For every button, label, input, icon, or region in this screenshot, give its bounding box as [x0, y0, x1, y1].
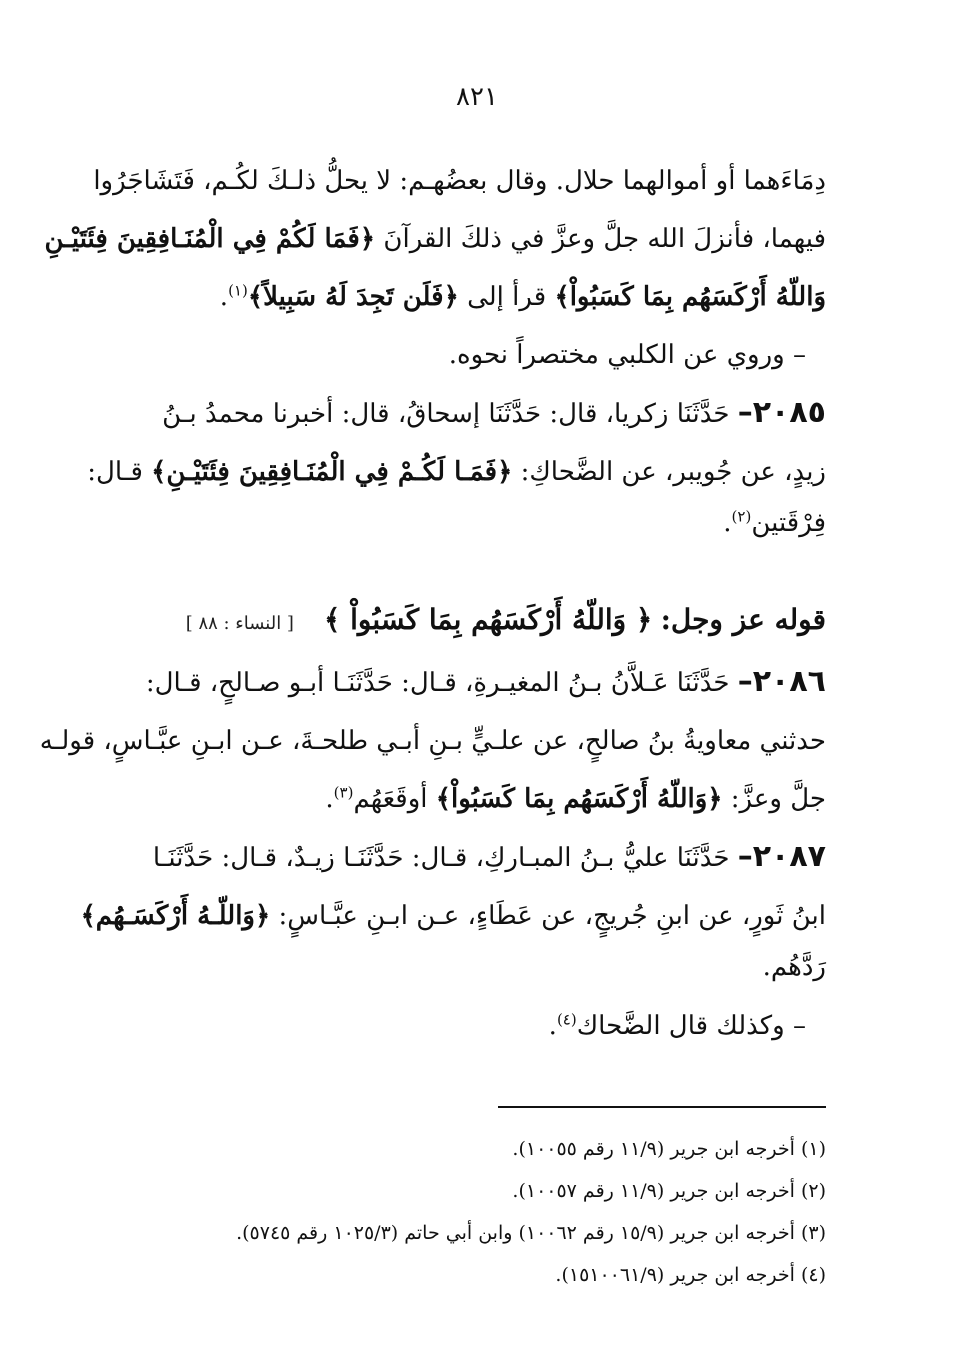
hadith-2085-line-3: فِرْقَتين$^{(٢)}$.	[723, 507, 826, 538]
hadith-2086-line-1: ٢٠٨٦– حَدَّثَنَا عَـلاَّنُ بـنُ المغيـرةِ، قـال: حَدَّثَنَـا أبـو صـالحٍ، قـال:	[145, 664, 826, 699]
footnote-2: (٢) أخرجه ابن جرير (١١/٩ رقم ١٠٠٥٧).	[512, 1180, 826, 1202]
footnote-ref: (٣)	[333, 783, 354, 802]
main-text	[39, 152, 826, 1055]
quran-verse: ﴿وَاللّـهُ أَرْكَسَـهُم﴾	[80, 901, 271, 931]
heading-quran-verse: ﴿ وَاللّهُ أَرْكَسَهُم بِمَا كَسَبُواْ ﴾	[323, 603, 653, 636]
closing-line: – وكذلك قال الضَّحاك$^{(٤)}$.	[548, 1010, 806, 1041]
hadith-2087-line-2: ابنُ ثَورٍ، عن ابنِ جُريجٍ، عن عَطَاءٍ، عـن ابـنِ عبَّـاسٍ: ﴿وَاللّـهُ أَرْكَسَـهُم﴾	[80, 901, 826, 931]
hadith-2086-line-2: حدثني معاويةُ بنُ صالحٍ، عن علـيٍّ بـنِ أبـي طلحـةَ، عـن ابـنِ عبَّـاسٍ، قولـه	[39, 726, 826, 756]
quran-verse: ﴿فَمَـا لَكُـمْ فِي الْمُنَـافِقِينَ فِئَتَيْـنِ﴾	[151, 457, 513, 487]
hadith-2085-line-2: زيدٍ، عن جُويبر، عن الضَّحاكِ: ﴿فَمَـا لَكُـمْ فِي الْمُنَـافِقِينَ فِئَتَيْـنِ﴾ قـال:	[87, 457, 826, 487]
hadith-number: ٢٠٨٧–	[737, 839, 826, 874]
footnotes	[170, 1128, 826, 1296]
page-number: ٨٢١	[456, 82, 498, 112]
footnote-divider	[498, 1106, 826, 1108]
heading-label: قوله عز وجل:	[660, 603, 826, 636]
surah-reference: [ النساء : ٨٨ ]	[185, 613, 294, 634]
hadith-number: ٢٠٨٥–	[737, 395, 826, 430]
quran-verse: ﴿فَمَا لَكُمْ فِي الْمُنَـافِقِينَ فِئَتَيْـنِ	[44, 224, 376, 254]
footnote-1: (١) أخرجه ابن جرير (١١/٩ رقم ١٠٠٥٥).	[512, 1138, 826, 1160]
text-line-2: فيهما، فأنزلَ الله جلَّ وعزَّ في ذلكَ القرآنَ ﴿فَمَا لَكُمْ فِي الْمُنَـافِقِينَ فِئَتَيْـنِ	[44, 224, 826, 254]
quran-verse: وَاللّهُ أَرْكَسَهُم بِمَا كَسَبُواْ﴾	[554, 282, 826, 312]
footnote-ref: (١)	[228, 281, 248, 300]
text-line-1: دِمَاءَهما أو أموالهما حلال. وقال بعضُهـم: لا يحلُّ ذلـكَ لكُـم، فَتَشَاجَرُوا	[93, 166, 826, 196]
quran-verse: ﴿وَاللّهُ أَرْكَسَهُم بِمَا كَسَبُواْ﴾	[435, 784, 723, 814]
hadith-number: ٢٠٨٦–	[737, 664, 826, 699]
footnote-ref: (٢)	[731, 507, 752, 526]
footnote-4: (٤) أخرجه ابن جرير (١٥١٠٠٦١/٩).	[555, 1264, 826, 1286]
section-heading	[170, 591, 826, 653]
hadith-2085-line-1: ٢٠٨٥– حَدَّثَنَا زكريا، قال: حَدَّثَنَا إسحاقُ، قال: أخبرنا محمدُ بـنُ	[162, 395, 826, 430]
hadith-2087-line-3: رَدَّهُم.	[762, 952, 826, 982]
hadith-2087-line-1: ٢٠٨٧– حَدَّثَنَا عليُّ بـنُ المبـاركِ، قـال: حَدَّثَنَـا زيـدٌ، قـال: حَدَّثَنَـا	[152, 839, 826, 874]
quran-verse: ﴿فَلَن تَجِدَ لَهُ سَبِيلاً﴾	[247, 282, 459, 312]
text-line-4: – وروي عن الكلبي مختصراً نحوه.	[448, 340, 806, 370]
hadith-2086-line-3: جلَّ وعزَّ: ﴿وَاللّهُ أَرْكَسَهُم بِمَا كَسَبُواْ﴾ أوقَعَهُم$^{(٣)}$.	[325, 783, 826, 814]
text-line-3: وَاللّهُ أَرْكَسَهُم بِمَا كَسَبُواْ﴾ قرأ إلى ﴿فَلَن تَجِدَ لَهُ سَبِيلاً﴾$^{(١)}$.	[219, 281, 826, 312]
footnote-3: (٣) أخرجه ابن جرير (١٥/٩ رقم ١٠٠٦٢) وابن أبي حاتم (١٠٢٥/٣ رقم ٥٧٤٥).	[236, 1222, 826, 1244]
footnote-ref: (٤)	[556, 1010, 577, 1029]
